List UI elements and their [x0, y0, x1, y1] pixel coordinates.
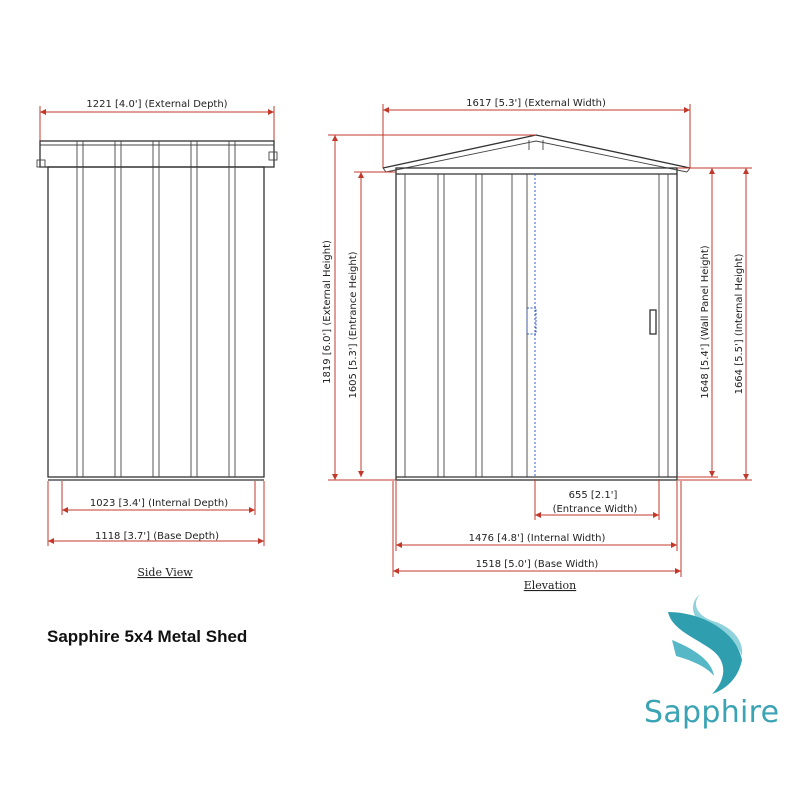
entrance-width-label: (Entrance Width): [552, 504, 638, 515]
product-title: Sapphire 5x4 Metal Shed: [47, 627, 248, 646]
internal-height-label: 1664 [5.5'] (Internal Height): [734, 253, 745, 395]
base-width-label: 1518 [5.0'] (Base Width): [475, 559, 599, 570]
internal-height-dimension: [677, 168, 752, 480]
internal-width-dimension: [396, 481, 677, 551]
internal-depth-dimension: [62, 481, 255, 515]
wave-logo-icon: [668, 594, 742, 694]
entrance-width-dimension: [535, 479, 659, 520]
elevation-drawing: [322, 98, 752, 592]
base-depth-label: 1118 [3.7'] (Base Depth): [94, 531, 220, 542]
base-width-dimension: [393, 481, 681, 577]
entrance-height-label: 1605 [5.3'] (Entrance Height): [348, 251, 359, 399]
external-width-label: 1617 [5.3'] (External Width): [466, 98, 606, 109]
internal-depth-label: 1023 [3.4'] (Internal Depth): [89, 498, 229, 509]
wall-panel-height-dimension: [677, 168, 718, 477]
external-height-label: 1819 [6.0'] (External Height): [322, 240, 333, 384]
side-view-drawing: [37, 99, 277, 579]
internal-width-label: 1476 [4.8'] (Internal Width): [468, 533, 606, 544]
external-depth-label: 1221 [4.0'] (External Depth): [86, 99, 228, 110]
side-view-caption: Side View: [137, 566, 193, 579]
base-depth-dimension: [48, 481, 264, 546]
entrance-height-dimension: [348, 172, 396, 477]
entrance-width-value: 655 [2.1']: [568, 490, 618, 501]
external-depth-dimension: [40, 99, 274, 145]
elevation-caption: Elevation: [523, 579, 577, 592]
brand-name: Sapphire: [644, 695, 780, 730]
wall-panel-height-label: 1648 [5.4'] (Wall Panel Height): [700, 245, 711, 399]
